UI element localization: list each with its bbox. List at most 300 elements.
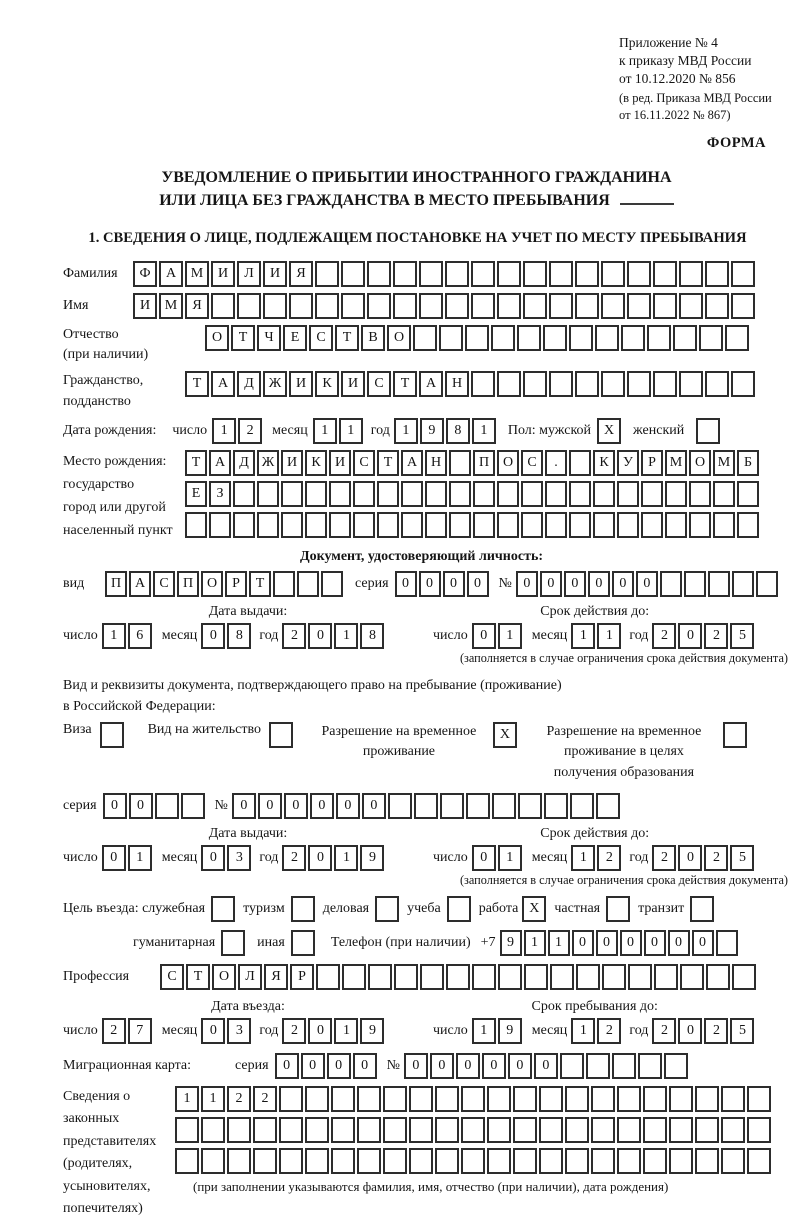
char-box: [357, 1148, 381, 1174]
char-box: [297, 571, 319, 597]
stay-doc-intro-line2: в Российской Федерации:: [63, 699, 216, 715]
char-box: [471, 261, 495, 287]
char-box: [669, 1117, 693, 1143]
doc-type-boxes: [105, 571, 345, 597]
birth-place-block: [63, 450, 790, 543]
char-box: Е: [283, 325, 307, 351]
purpose-tourism-checkbox: [291, 896, 315, 922]
residence-permit-item: [148, 722, 295, 748]
char-box: [550, 964, 574, 990]
purpose-transit-checkbox: [690, 896, 714, 922]
purpose-official-checkbox: [211, 896, 235, 922]
char-box: [725, 325, 749, 351]
amendment-line: (в ред. Приказа МВД России: [619, 91, 772, 106]
residence-permit-checkbox: [269, 722, 293, 748]
entry-date-row: [63, 1018, 433, 1044]
char-box: [641, 481, 663, 507]
year-label: год: [629, 849, 649, 865]
permit-dates-block: [63, 826, 790, 871]
char-box: [591, 1117, 615, 1143]
surname-label: Фамилия: [63, 265, 118, 281]
stay-until-row: [433, 1018, 756, 1044]
char-box: [227, 1148, 251, 1174]
char-box: [329, 481, 351, 507]
entry-day: [102, 1018, 154, 1044]
char-box: [617, 481, 639, 507]
char-box: [329, 512, 351, 538]
stay-doc-type-row: [63, 722, 790, 783]
doc-dates-block: [63, 604, 790, 649]
char-box: [569, 450, 591, 476]
doc-issue-row: [63, 623, 433, 649]
profession-boxes: [160, 964, 758, 990]
year-label: год: [259, 1022, 279, 1038]
char-box: 6: [128, 623, 152, 649]
char-box: 0: [310, 793, 334, 819]
char-box: [706, 964, 730, 990]
char-box: [175, 1117, 199, 1143]
char-box: [388, 793, 412, 819]
char-box: З: [209, 481, 231, 507]
purpose-transit-label: транзит: [638, 900, 685, 916]
temp-permit-edu-label: Разрешение на временное проживание в целях получения образования: [546, 724, 702, 780]
char-box: [497, 512, 519, 538]
char-box: [209, 512, 231, 538]
char-box: Н: [445, 371, 469, 397]
char-box: [487, 1148, 511, 1174]
char-box: И: [211, 261, 235, 287]
char-box: [699, 325, 723, 351]
char-box: Т: [393, 371, 417, 397]
residence-permit-label: Вид на жительство: [147, 722, 261, 738]
permit-series-row: [63, 793, 790, 819]
char-box: 0: [678, 623, 702, 649]
char-box: 0: [540, 571, 562, 597]
char-box: [586, 1053, 610, 1079]
char-box: О: [689, 450, 711, 476]
char-box: 1: [524, 930, 546, 956]
char-box: [377, 481, 399, 507]
birth-date-label: Дата рождения:: [63, 423, 157, 439]
char-box: Р: [641, 450, 663, 476]
char-box: [523, 261, 547, 287]
year-label: год: [259, 628, 279, 644]
char-box: [549, 261, 573, 287]
char-box: К: [315, 371, 339, 397]
char-box: 7: [128, 1018, 152, 1044]
appendix-line: Приложение № 4: [619, 35, 718, 50]
char-box: 2: [597, 1018, 621, 1044]
surname-row: [63, 261, 790, 287]
char-box: [472, 964, 496, 990]
char-box: 5: [730, 1018, 754, 1044]
purpose-business-label: деловая: [322, 900, 370, 916]
char-box: О: [201, 571, 223, 597]
char-box: [695, 1148, 719, 1174]
char-box: П: [105, 571, 127, 597]
profession-row: [63, 964, 790, 990]
char-box: 0: [612, 571, 634, 597]
char-box: [565, 1086, 589, 1112]
char-box: 0: [472, 845, 496, 871]
char-box: 0: [301, 1053, 325, 1079]
char-box: [465, 325, 489, 351]
patronymic-row: [63, 325, 790, 366]
permit-issue-year: [282, 845, 386, 871]
char-box: [628, 964, 652, 990]
char-box: [393, 293, 417, 319]
appendix-block: [619, 34, 790, 123]
char-box: [331, 1086, 355, 1112]
char-box: [185, 512, 207, 538]
char-box: [596, 793, 620, 819]
char-box: 0: [103, 793, 127, 819]
char-box: [461, 1086, 485, 1112]
char-box: 0: [443, 571, 465, 597]
char-box: 0: [508, 1053, 532, 1079]
char-box: Б: [737, 450, 759, 476]
char-box: [593, 481, 615, 507]
char-box: В: [361, 325, 385, 351]
char-box: И: [329, 450, 351, 476]
char-box: [617, 1086, 641, 1112]
char-box: Л: [237, 261, 261, 287]
doc-issue-day: [102, 623, 154, 649]
char-box: [643, 1148, 667, 1174]
char-box: Я: [264, 964, 288, 990]
char-box: [737, 512, 759, 538]
month-label: месяц: [531, 628, 568, 644]
char-box: Ж: [263, 371, 287, 397]
day-label: число: [63, 849, 98, 865]
char-box: [253, 1148, 277, 1174]
char-box: 2: [282, 1018, 306, 1044]
gender-female-label: женский: [633, 423, 685, 439]
given-name-boxes: [133, 293, 757, 319]
char-box: [435, 1117, 459, 1143]
char-box: [695, 1086, 719, 1112]
char-box: 0: [596, 930, 618, 956]
char-box: [409, 1117, 433, 1143]
char-box: [612, 1053, 636, 1079]
char-box: [601, 371, 625, 397]
char-box: [425, 512, 447, 538]
purpose-study-checkbox: [447, 896, 471, 922]
char-box: 0: [588, 571, 610, 597]
char-box: 3: [227, 845, 251, 871]
char-box: [575, 371, 599, 397]
char-box: С: [521, 450, 543, 476]
char-box: [545, 481, 567, 507]
char-box: [641, 512, 663, 538]
char-box: [449, 450, 471, 476]
char-box: 9: [500, 930, 522, 956]
migration-card-label: Миграционная карта:: [63, 1057, 192, 1073]
validity-note: (заполняется в случае ограничения срока действия документа): [459, 651, 788, 666]
char-box: [446, 964, 470, 990]
section1-heading: 1. СВЕДЕНИЯ О ЛИЦЕ, ПОДЛЕЖАЩЕМ ПОСТАНОВКЕ НА УЧЕТ ПО МЕСТУ ПРЕБЫВАНИЯ: [88, 229, 747, 246]
migration-series-label: серия: [235, 1057, 269, 1073]
guardians-label-line: Сведения о: [63, 1088, 131, 1104]
char-box: [357, 1086, 381, 1112]
char-box: 0: [362, 793, 386, 819]
char-box: [575, 293, 599, 319]
char-box: [201, 1117, 225, 1143]
char-box: [289, 293, 313, 319]
char-box: [305, 512, 327, 538]
doc-issue-month: [201, 623, 253, 649]
char-box: [665, 512, 687, 538]
doc-type-row: [63, 571, 790, 597]
char-box: [689, 512, 711, 538]
char-box: 0: [482, 1053, 506, 1079]
birth-place-label-line: город или другой: [63, 500, 166, 516]
char-box: 9: [420, 418, 444, 444]
stay-day: [472, 1018, 524, 1044]
char-box: 0: [102, 845, 126, 871]
char-box: Я: [185, 293, 209, 319]
year-label: год: [259, 849, 279, 865]
citizenship-label-line1: Гражданство,: [63, 373, 144, 389]
char-box: Ч: [257, 325, 281, 351]
char-box: [409, 1148, 433, 1174]
char-box: Е: [185, 481, 207, 507]
char-box: [569, 325, 593, 351]
char-box: [281, 481, 303, 507]
char-box: 0: [308, 1018, 332, 1044]
char-box: С: [153, 571, 175, 597]
char-box: [513, 1148, 537, 1174]
doc-number-boxes: [516, 571, 780, 597]
char-box: [367, 293, 391, 319]
stay-doc-intro-line1: Вид и реквизиты документа, подтверждающего право на пребывание (проживание): [63, 678, 562, 694]
char-box: [560, 1053, 584, 1079]
char-box: [497, 293, 521, 319]
char-box: [498, 964, 522, 990]
validity-note: (заполняется в случае ограничения срока действия документа): [459, 872, 788, 887]
guardians-label-line: законных: [63, 1111, 120, 1127]
char-box: [440, 793, 464, 819]
char-box: М: [159, 293, 183, 319]
char-box: 1: [334, 623, 358, 649]
guardians-label-line: представителях: [63, 1133, 157, 1149]
char-box: 9: [498, 1018, 522, 1044]
day-label: число: [433, 1022, 468, 1038]
char-box: Т: [186, 964, 210, 990]
entry-date-heading: Дата въезда:: [211, 998, 285, 1014]
permit-issue-heading: Дата выдачи:: [208, 825, 288, 841]
char-box: 5: [730, 845, 754, 871]
char-box: [565, 1117, 589, 1143]
guardians-label-line: (родителях,: [63, 1156, 133, 1172]
purpose-tourism-label: туризм: [243, 900, 285, 916]
char-box: [449, 512, 471, 538]
char-box: [341, 261, 365, 287]
char-box: С: [160, 964, 184, 990]
char-box: 1: [212, 418, 236, 444]
char-box: [695, 1117, 719, 1143]
char-box: [539, 1086, 563, 1112]
permit-issue-row: [63, 845, 433, 871]
char-box: [409, 1086, 433, 1112]
gender-male-label: Пол: мужской: [507, 423, 592, 439]
char-box: [679, 371, 703, 397]
visa-label: Виза: [63, 722, 92, 738]
visa-item: [63, 722, 126, 748]
stay-doc-intro: [63, 675, 790, 717]
purpose-humanitarian-checkbox: [221, 930, 245, 956]
char-box: 9: [360, 1018, 384, 1044]
phone-boxes: [500, 930, 740, 956]
purpose-row-2: [63, 930, 790, 956]
char-box: [602, 964, 626, 990]
char-box: Ф: [133, 261, 157, 287]
year-label: год: [370, 423, 390, 439]
char-box: Я: [289, 261, 313, 287]
char-box: О: [205, 325, 229, 351]
char-box: [175, 1148, 199, 1174]
char-box: [401, 481, 423, 507]
temp-permit-item: [313, 722, 519, 763]
char-box: [708, 571, 730, 597]
char-box: [367, 261, 391, 287]
char-box: [445, 261, 469, 287]
char-box: 8: [446, 418, 470, 444]
char-box: [713, 481, 735, 507]
char-box: [279, 1086, 303, 1112]
patronymic-label-line2: (при наличии): [63, 347, 149, 363]
char-box: 1: [102, 623, 126, 649]
char-box: 0: [564, 571, 586, 597]
purpose-other-checkbox: [291, 930, 315, 956]
permit-series-label: серия: [63, 797, 97, 813]
char-box: [315, 293, 339, 319]
doc-issue-year: [282, 623, 386, 649]
char-box: [731, 293, 755, 319]
char-box: 0: [336, 793, 360, 819]
char-box: [638, 1053, 662, 1079]
char-box: 2: [282, 623, 306, 649]
char-box: [211, 293, 235, 319]
char-box: [664, 1053, 688, 1079]
char-box: [716, 930, 738, 956]
char-box: [435, 1086, 459, 1112]
purpose-humanitarian-label: гуманитарная: [133, 934, 216, 950]
char-box: 1: [571, 845, 595, 871]
purpose-other-label: иная: [257, 934, 285, 950]
char-box: [497, 261, 521, 287]
char-box: [257, 481, 279, 507]
char-box: [549, 293, 573, 319]
char-box: [575, 261, 599, 287]
guardians-boxes-row2: [175, 1117, 773, 1143]
char-box: 0: [692, 930, 714, 956]
purpose-prefix-label: Цель въезда: служебная: [63, 900, 206, 916]
char-box: А: [211, 371, 235, 397]
char-box: [747, 1086, 771, 1112]
char-box: [471, 371, 495, 397]
char-box: И: [289, 371, 313, 397]
char-box: [492, 793, 516, 819]
char-box: О: [497, 450, 519, 476]
doc-type-label: вид: [63, 576, 85, 592]
char-box: [679, 293, 703, 319]
char-box: [201, 1148, 225, 1174]
char-box: 0: [201, 1018, 225, 1044]
char-box: [721, 1117, 745, 1143]
char-box: Т: [249, 571, 271, 597]
month-label: месяц: [161, 1022, 198, 1038]
char-box: 1: [175, 1086, 199, 1112]
char-box: А: [159, 261, 183, 287]
char-box: 2: [704, 1018, 728, 1044]
temp-permit-edu-item: [533, 722, 749, 783]
birth-place-label: [63, 450, 185, 542]
char-box: М: [713, 450, 735, 476]
form-title-line2: ИЛИ ЛИЦА БЕЗ ГРАЖДАНСТВА В МЕСТО ПРЕБЫВАНИЯ: [159, 192, 610, 210]
birth-place-boxes-row2: [185, 481, 761, 507]
char-box: 0: [327, 1053, 351, 1079]
month-label: месяц: [161, 628, 198, 644]
char-box: [445, 293, 469, 319]
char-box: 0: [201, 623, 225, 649]
char-box: [401, 512, 423, 538]
citizenship-label: [63, 371, 185, 412]
char-box: [383, 1117, 407, 1143]
char-box: 0: [472, 623, 496, 649]
permit-issue-month: [201, 845, 253, 871]
char-box: [705, 261, 729, 287]
doc-number-label: №: [498, 576, 512, 592]
birth-place-label-line: государство: [63, 477, 135, 493]
doc-valid-row: [433, 623, 756, 649]
char-box: [627, 371, 651, 397]
form-label: ФОРМА: [706, 135, 766, 152]
char-box: [549, 371, 573, 397]
char-box: [279, 1117, 303, 1143]
char-box: 1: [128, 845, 152, 871]
char-box: Д: [237, 371, 261, 397]
male-checkbox: X: [597, 418, 621, 444]
char-box: [627, 261, 651, 287]
phone-label: Телефон (при наличии): [330, 934, 471, 950]
char-box: [439, 325, 463, 351]
stay-year: [652, 1018, 756, 1044]
char-box: С: [309, 325, 333, 351]
char-box: [353, 512, 375, 538]
char-box: [305, 1117, 329, 1143]
phone-prefix: +7: [480, 934, 496, 950]
char-box: [425, 481, 447, 507]
purpose-private-label: частная: [554, 900, 601, 916]
visa-checkbox: [100, 722, 124, 748]
char-box: П: [177, 571, 199, 597]
char-box: 1: [571, 1018, 595, 1044]
appendix-line: к приказу МВД России: [619, 52, 752, 68]
char-box: 0: [456, 1053, 480, 1079]
char-box: А: [129, 571, 151, 597]
temp-permit-edu-checkbox: [723, 722, 747, 748]
guardians-label: [63, 1086, 175, 1221]
char-box: [647, 325, 671, 351]
day-label: число: [63, 628, 98, 644]
title-underline: [620, 203, 674, 205]
char-box: О: [387, 325, 411, 351]
patronymic-label: [63, 325, 205, 366]
char-box: [523, 371, 547, 397]
char-box: [394, 964, 418, 990]
entry-year: [282, 1018, 386, 1044]
